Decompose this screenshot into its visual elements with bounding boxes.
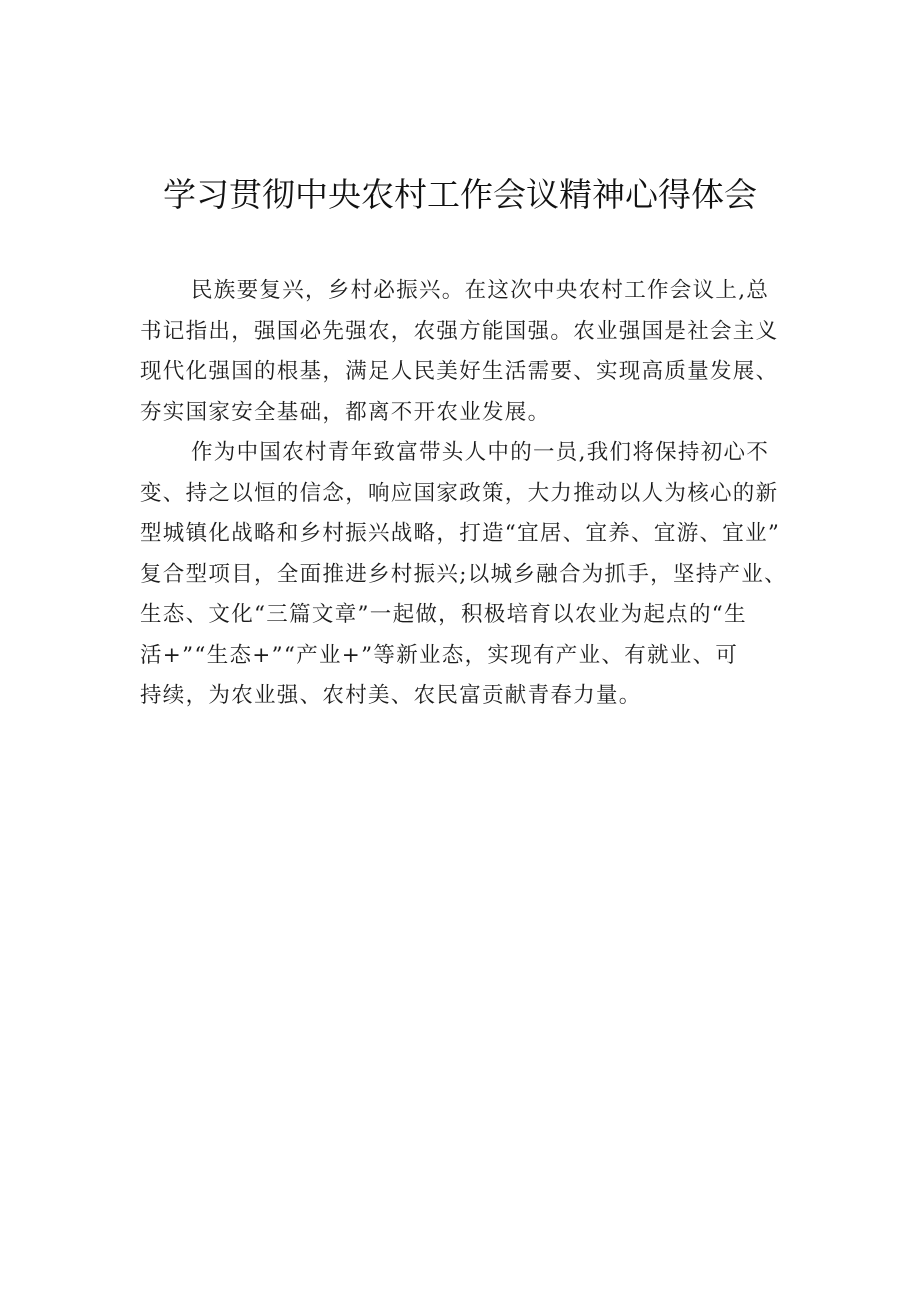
paragraph-line: 持续，为农业强、农村美、农民富贡献青春力量。 xyxy=(140,683,642,708)
document-title: 学习贯彻中央农村工作会议精神心得体会 xyxy=(163,175,757,214)
paragraph-line: 现代化强国的根基，满足人民美好生活需要、实现高质量发展、 xyxy=(140,359,779,384)
paragraph-line: 生态、文化“三篇文章”一起做，积极培育以农业为起点的“生 xyxy=(140,602,747,627)
paragraph-line: 型城镇化战略和乡村振兴战略，打造“宜居、宜养、宜游、宜业” xyxy=(140,521,781,546)
paragraph-line: 夯实国家安全基础，都离不开农业发展。 xyxy=(140,399,551,425)
paragraph-2 xyxy=(140,433,796,717)
paragraph-line: 书记指出，强国必先强农，农强方能国强。农业强国是社会主义 xyxy=(140,318,779,344)
document-body xyxy=(140,271,796,717)
paragraph-line: 活+”“生态+”“产业+”等新业态，实现有产业、有就业、可 xyxy=(140,642,739,668)
paragraph-line: 变、持之以恒的信念，响应国家政策，大力推动以人为核心的新 xyxy=(140,480,779,506)
paragraph-line: 作为中国农村青年致富带头人中的一员,我们将保持初心不 xyxy=(191,440,770,465)
paragraph-line: 复合型项目，全面推进乡村振兴;以城乡融合为抓手，坚持产业、 xyxy=(140,561,787,587)
paragraph-line: 民族要复兴，乡村必振兴。在这次中央农村工作会议上,总 xyxy=(191,278,770,303)
paragraph-1 xyxy=(140,271,796,433)
